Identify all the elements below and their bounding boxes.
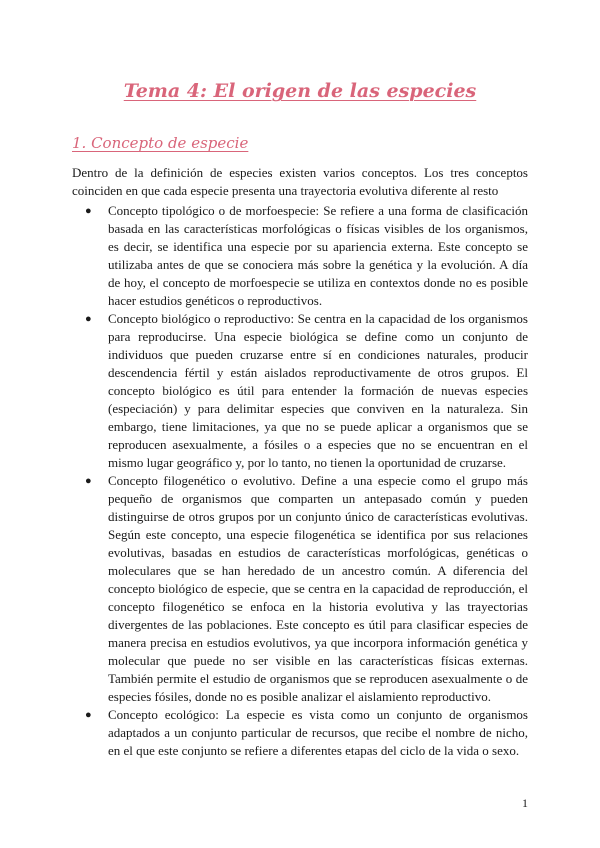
list-item [72, 310, 528, 472]
list-item-text: Concepto filogenético o evolutivo. Define a una especie como el grupo más pequeño de organismos que comparten un antepasado común y pueden distinguirse de otros grupos por un conjunto único de características evolutivas. Según este concepto, una especie filogenética se identifica por sus relaciones evolutivas, basadas en estudios de características morfológicas, genéticas o moleculares que se han heredado de un ancestro común. A diferencia del concepto biológico de especie, que se centra en la capacidad de reproducción, el concepto filogenético se enfoca en la historia evolutiva y las trayectorias divergentes de las poblaciones. Este concepto es útil para clasificar especies de manera precisa en estudios evolutivos, ya que incorpora información genética y molecular que puede no ser visible en las características físicas externas. También permite el estudio de organismos que se reproducen asexualmente o de especies fósiles, donde no es posible analizar el aislamiento reproductivo. [108, 473, 528, 704]
bullet-icon: ● [85, 205, 92, 217]
list-item-text: Concepto tipológico o de morfoespecie: Se refiere a una forma de clasificación basada en las características morfológicas o físicas visibles de los organismos, es decir, se identifica una especie por su apariencia externa. Este concepto se utilizaba antes de que se conociera más sobre la genética y la evolución. A día de hoy, el concepto de morfoespecie se utiliza en contextos donde no es posible hacer estudios genéticos o reproductivos. [108, 203, 528, 308]
page-number: 1 [522, 796, 528, 810]
page-title: Tema 4: El origen de las especies [123, 80, 477, 102]
list-item-text: Concepto biológico o reproductivo: Se centra en la capacidad de los organismos para reproducirse. Una especie biológica se define como un conjunto de individuos que pueden cruzarse entre sí en condiciones naturales, producir descendencia fértil y están aislados reproductivamente de otros grupos. El concepto biológico es útil para entender la formación de nuevas especies (especiación) y para delimitar especies que conviven en la naturaleza. Sin embargo, tiene limitaciones, ya que no se puede aplicar a organismos que se reproducen asexualmente, a fósiles o a especies que no se encuentran en el mismo lugar geográfico y, por lo tanto, no tienen la oportunidad de cruzarse. [108, 311, 528, 470]
concept-list [72, 202, 528, 760]
list-item-text: Concepto ecológico: La especie es vista como un conjunto de organismos adaptados a un conjunto particular de recursos, que recibe el nombre de nicho, en el que este conjunto se refiere a diferentes etapas del ciclo de la vida o sexo. [108, 707, 528, 758]
bullet-icon: ● [85, 709, 92, 721]
list-item [72, 202, 528, 310]
list-item [72, 472, 528, 706]
list-item [72, 706, 528, 760]
bullet-icon: ● [85, 475, 92, 487]
section-heading: 1. Concepto de especie [72, 134, 249, 152]
bullet-icon: ● [85, 313, 92, 325]
intro-paragraph: Dentro de la definición de especies existen varios conceptos. Los tres conceptos coinciden en que cada especie presenta una trayectoria evolutiva diferente al resto [72, 165, 528, 198]
